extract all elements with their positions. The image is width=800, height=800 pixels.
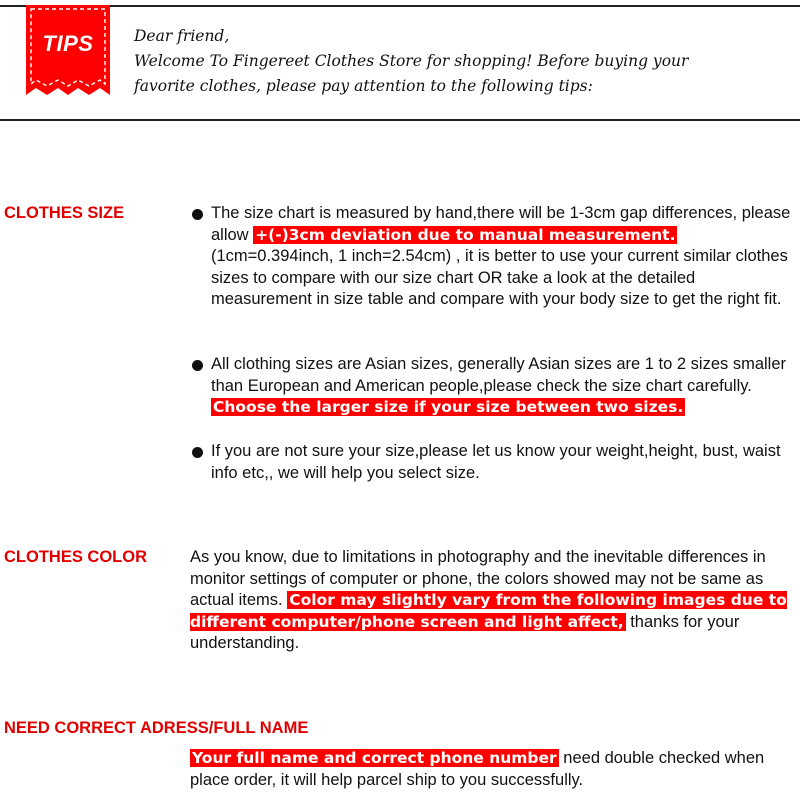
highlight-text: +(-)3cm deviation due to manual measurement. [255, 225, 676, 244]
bullet-icon [192, 447, 203, 458]
tips-label: TIPS [42, 31, 94, 56]
list-item [190, 203, 800, 311]
bullet-icon [192, 360, 203, 371]
greeting-text [134, 24, 800, 99]
text-segment: thanks for your understanding. [190, 612, 740, 653]
highlight-text: Your full name and correct phone number [192, 749, 557, 767]
bullet-text: If you are not sure your size,please let us know your weight,height, bust, waist info etc,, we will help you select size. [211, 442, 781, 482]
list-item [190, 441, 800, 484]
color-paragraph [190, 547, 800, 655]
list-item [190, 354, 800, 419]
tips-badge [26, 5, 110, 95]
address-paragraph [190, 748, 800, 791]
text-segment: All clothing sizes are Asian sizes, generally Asian sizes are 1 to 2 sizes smaller than European and American people,please check the size chart carefully. [211, 355, 787, 395]
text-segment: need double checked when place order, it will help parcel ship to you successfully. [190, 749, 765, 789]
greeting-line: Dear friend, [134, 27, 230, 45]
text-segment: As you know, due to limitations in photography and the inevitable differences in monitor settings of computer or phone, the colors showed may not be same as actual items. [190, 548, 766, 610]
top-divider [0, 5, 800, 7]
section-title-address: NEED CORRECT ADRESS/FULL NAME [4, 719, 309, 737]
bullet-icon [192, 209, 203, 220]
header-divider [0, 119, 800, 121]
text-segment: (1cm=0.394inch, 1 inch=2.54cm) , it is better to use your current similar clothes sizes to compare with our size chart OR take a look at the detailed measurement in size table and compare with your body size to get the right fit. [211, 247, 788, 309]
greeting-line: Welcome To Fingereet Clothes Store for shopping! Before buying your [134, 52, 689, 70]
text-segment: The size chart is measured by hand,there will be 1-3cm gap differences, please allow [211, 204, 791, 244]
section-title-clothes-size: CLOTHES SIZE [4, 204, 125, 222]
highlight-text: Choose the larger size if your size between two sizes. [213, 398, 684, 417]
bullet-text [211, 354, 800, 419]
section-title-clothes-color: CLOTHES COLOR [4, 548, 147, 566]
bullet-text [211, 203, 800, 311]
highlight-text: Color may slightly vary from the following images due to different computer/phone screen and light affect, [190, 591, 787, 631]
greeting-line: favorite clothes, please pay attention to the following tips: [134, 77, 593, 95]
